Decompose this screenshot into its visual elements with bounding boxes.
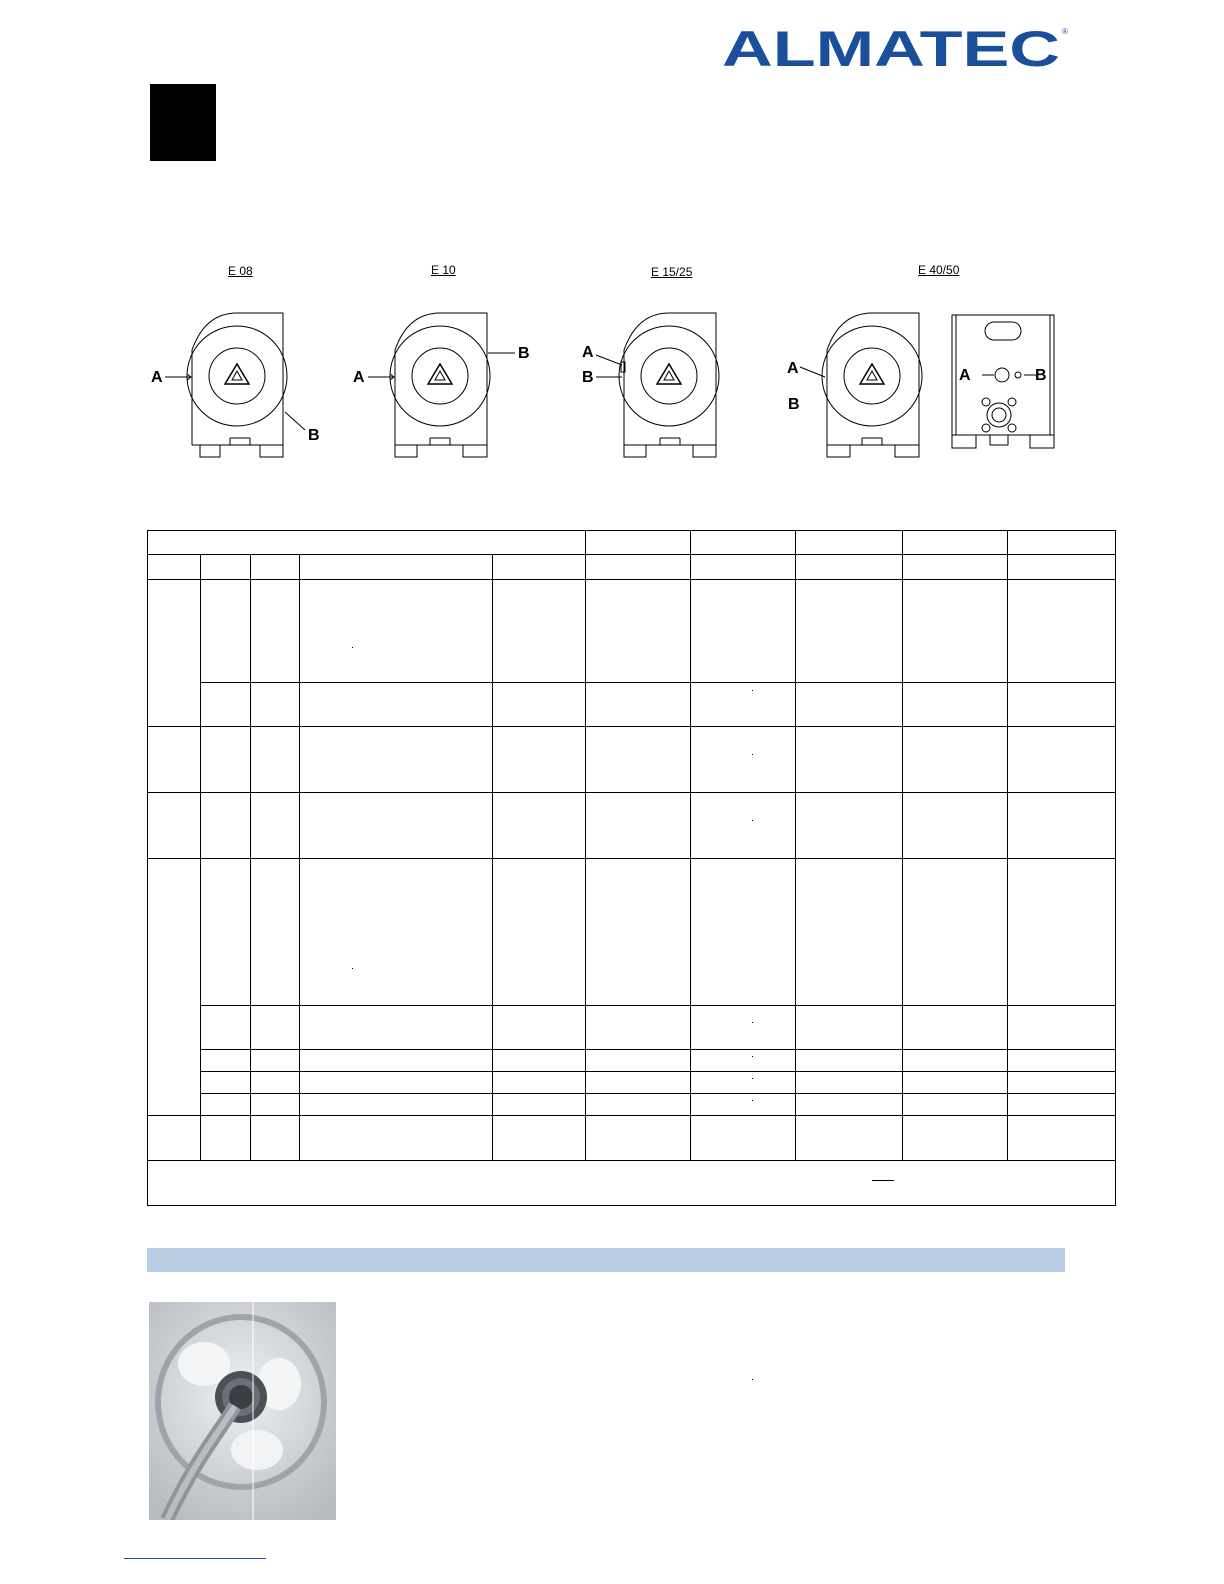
side-port-b-label: B	[1035, 367, 1047, 384]
port-b-label: B	[582, 369, 594, 386]
port-b-label: B	[788, 396, 800, 413]
pump-drawing-e15-25	[578, 305, 728, 455]
table-subheader-row	[148, 555, 1116, 580]
header-cell	[148, 531, 586, 555]
table-row	[148, 1094, 1116, 1116]
scan-dot	[752, 1100, 753, 1101]
figure-label-e08: E 08	[228, 264, 253, 278]
table-row	[148, 859, 1116, 1006]
table-row	[148, 1050, 1116, 1072]
pump-drawing-e10	[350, 305, 540, 455]
port-a-label: A	[582, 344, 594, 361]
logo-wordmark: ALMATEC	[722, 22, 1060, 74]
scan-dot	[752, 1022, 753, 1023]
registered-mark: ®	[1062, 27, 1068, 36]
port-a-label: A	[151, 369, 163, 386]
scan-dot	[752, 820, 753, 821]
figure-label-e10: E 10	[431, 263, 456, 277]
sensor-connection-photo	[149, 1302, 336, 1520]
header-cell	[1008, 531, 1116, 555]
almatec-logo-mark	[722, 22, 1072, 74]
table-row	[148, 683, 1116, 727]
header-cell	[796, 531, 903, 555]
table-footnote-row	[148, 1161, 1116, 1206]
figure-label-e15-25: E 15/25	[651, 265, 693, 279]
figure-label-e40-50: E 40/50	[918, 263, 960, 277]
header-cell	[691, 531, 796, 555]
scan-dot	[752, 754, 753, 755]
section-heading-bar	[147, 1248, 1065, 1272]
port-a-label: A	[353, 369, 365, 386]
table-row	[148, 1006, 1116, 1050]
table-row	[148, 1072, 1116, 1094]
side-port-a-label: A	[959, 367, 971, 384]
header-cell	[586, 531, 691, 555]
pump-drawing-e40-50	[780, 305, 1070, 455]
scan-dot	[352, 968, 353, 969]
header-cell	[903, 531, 1008, 555]
sensor-photo-illustration	[149, 1302, 336, 1520]
scan-dot	[752, 1056, 753, 1057]
scan-dot	[752, 1379, 753, 1380]
port-b-label: B	[518, 345, 530, 362]
port-a-label: A	[787, 360, 799, 377]
scan-dot	[752, 1078, 753, 1079]
table-header-row	[148, 531, 1116, 555]
table-row	[148, 727, 1116, 793]
section-marker-block	[150, 84, 216, 161]
scan-dot	[752, 690, 753, 691]
footnote-underline	[872, 1180, 894, 1181]
table-row	[148, 793, 1116, 859]
scan-dot	[352, 647, 353, 648]
port-b-label: B	[308, 427, 320, 444]
footer-link-underline[interactable]	[124, 1558, 266, 1559]
table-row	[148, 1116, 1116, 1161]
table-row	[148, 580, 1116, 683]
specification-table	[147, 530, 1116, 1206]
almatec-logo	[722, 22, 1072, 74]
pump-drawing-e08	[145, 305, 330, 455]
